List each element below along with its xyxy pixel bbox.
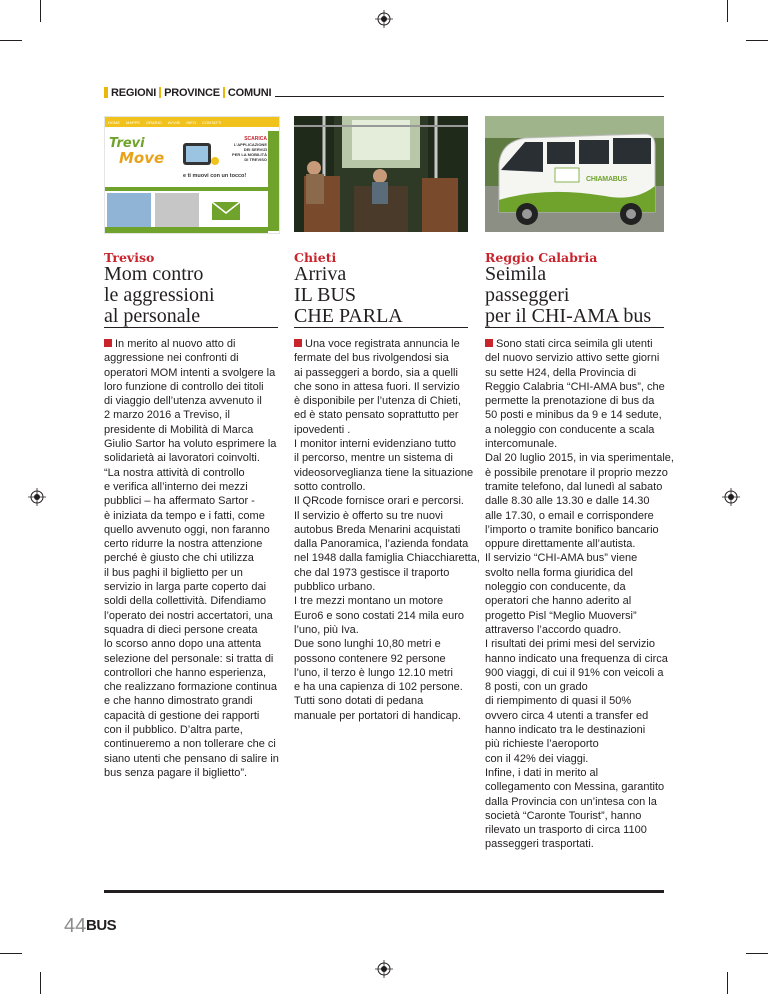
article-line [294, 652, 480, 666]
article-line [485, 437, 674, 451]
promo-line: DEI SERVIZI [243, 147, 267, 152]
promo-line: SCARICA [244, 136, 267, 142]
article-line-text: permette la prenotazione di bus da [485, 395, 655, 408]
promo-line: PER LA MOBILITÀ [232, 152, 267, 157]
article-line [485, 337, 674, 351]
article-line-text: Giulio Sartor ha voluto esprimere la [104, 438, 277, 451]
article-line-text: hanno indicato una frequenza di circa [485, 652, 668, 665]
article-line [294, 609, 480, 623]
headline-line: IL BUS [294, 284, 357, 306]
article-line-text: l’operato dei nostri accertatori, una [104, 609, 273, 622]
article-line [104, 437, 279, 451]
article-line-text: dalle 8.30 alle 13.30 e dalle 14.30 [485, 495, 650, 508]
article-line-text: dalla Provincia con un’intesa con la [485, 795, 657, 808]
headline-line: Seimila [485, 263, 547, 285]
article-line [485, 509, 674, 523]
crop-mark [0, 40, 22, 41]
article-line [294, 380, 480, 394]
section-label-province: PROVINCE [164, 86, 220, 99]
article-line [485, 466, 674, 480]
article-line-text: sotto controllo. [294, 480, 366, 493]
article-line-text: dalla Panoramica, l’azienda fondata [294, 538, 469, 551]
article-line-text: possono contenere 92 persone [294, 652, 446, 665]
article-line-text: videosorveglianza tiene la situazione [294, 466, 474, 479]
article-line-text: 8 posti, con un grado [485, 681, 588, 694]
article-line-text: Il QRcode fornisce orari e percorsi. [294, 495, 464, 508]
article-line [104, 737, 279, 751]
article-line-text: l’uno, il terzo è lungo 12.10 metri [294, 666, 453, 679]
article-headline-treviso [104, 264, 215, 327]
article-line-text: il percorso, mentre un sistema di [294, 452, 453, 465]
article-line-text: controllori che hanno esperienza, [104, 666, 267, 679]
article-line-text: con il pubblico. D’altra parte, [104, 724, 243, 737]
logo-trevi: Trevi [109, 136, 145, 151]
article-line-text: Euro6 e sono costati 214 mila euro [294, 609, 464, 622]
article-line-text: 2 marzo 2016 a Treviso, il [104, 409, 230, 422]
article-line [294, 594, 480, 608]
article-city-reggio-calabria: Reggio Calabria [485, 250, 598, 265]
article-line-text: Tutti sono dotati di pedana [294, 695, 424, 708]
article-line-text: ed è stato pensato soprattutto per [294, 409, 459, 422]
article-line-text: autobus Breda Menarini acquistati [294, 523, 461, 536]
article-line-text: Sono stati circa seimila gli utenti [496, 338, 653, 350]
article-line [485, 809, 674, 823]
article-line-text: Il servizio “CHI-AMA bus” viene [485, 552, 638, 565]
article-line [104, 451, 279, 465]
crop-mark [746, 40, 768, 41]
article-line-text: intercomunale. [485, 438, 558, 451]
article-line [485, 580, 674, 594]
article-line [104, 423, 279, 437]
article-line-text: capacità di gestione dei rapporti [104, 709, 260, 722]
article-line [104, 394, 279, 408]
article-line [294, 509, 480, 523]
article-body-treviso [104, 337, 279, 780]
article-line-text: noleggio con conducente, da [485, 581, 626, 594]
magazine-brand: BUS [86, 917, 117, 934]
article-line-text: del nuovo servizio attivo sette giorni [485, 352, 660, 365]
article-headline-reggio-calabria [485, 264, 651, 327]
article-line [104, 694, 279, 708]
article-line [104, 723, 279, 737]
headline-line: CHE PARLA [294, 305, 403, 327]
section-label [104, 86, 275, 99]
article-line-text: è disponibile per l’utenza di Chieti, [294, 395, 461, 408]
article-line [104, 337, 279, 351]
article-line [104, 566, 279, 580]
article-line-text: squadra di dieci persone creata [104, 623, 258, 636]
article-line [104, 766, 279, 780]
website-tile [107, 193, 151, 227]
article-line-text: società “Caronte Tourist”, hanno [485, 809, 642, 822]
article-line-text: Due sono lunghi 10,80 metri e [294, 638, 441, 651]
article-line-text: 900 viaggi, di cui il 91% con veicoli a [485, 666, 664, 679]
website-nav-item: AVVISI [167, 119, 181, 125]
article-line [485, 566, 674, 580]
website-side-panel [268, 131, 279, 231]
article-line-text: presidente di Mobilità di Marca [104, 423, 254, 436]
website-promo-text [217, 137, 267, 162]
article-line-text: soldi della collettività. Difendiamo [104, 595, 267, 608]
article-line [294, 580, 480, 594]
article-line [294, 337, 480, 351]
article-line-text: loro funzione di controllo dei titoli [104, 380, 264, 393]
promo-line: DI TREVISO [244, 157, 267, 162]
section-label-separator [223, 87, 225, 98]
article-line-text: selezione del personale: si tratta di [104, 652, 274, 665]
article-line-text: quello avvenuto oggi, non faranno [104, 523, 270, 536]
article-line-text: di riempimento di quasi il 50% [485, 695, 632, 708]
article-line-text: solidarietà ai lavoratori coinvolti. [104, 452, 260, 465]
bus-sign: CHIAMABUS [586, 176, 627, 183]
article-line-text: e ha una capienza di 102 persone. [294, 681, 463, 694]
article-line-text: su sette H24, della Provincia di [485, 366, 637, 379]
crop-mark [40, 972, 41, 994]
article-line [485, 752, 674, 766]
article-line [294, 694, 480, 708]
crop-mark [727, 972, 728, 994]
website-nav-item: ORARIO [146, 119, 162, 125]
article-line [104, 408, 279, 422]
mail-icon [211, 201, 241, 221]
article-line [294, 394, 480, 408]
article-line [104, 666, 279, 680]
article-line-text: operatori MOM intenti a svolgere la [104, 366, 276, 379]
article-line [485, 451, 674, 465]
article-line-text: “La nostra attività di controllo [104, 466, 245, 479]
article-line [104, 480, 279, 494]
article-line [485, 780, 674, 794]
headline-line: al personale [104, 305, 201, 327]
article-line-text: siano utenti che pensano di salire in [104, 752, 279, 765]
article-line [104, 351, 279, 365]
article-line-text: attraverso l’accordo quadro. [485, 623, 622, 636]
article-line-text: che realizzano formazione continua [104, 681, 278, 694]
article-line-text: Dal 20 luglio 2015, in via sperimentale, [485, 452, 674, 465]
article-line [294, 680, 480, 694]
article-line [485, 494, 674, 508]
article-line-text: è possibile prenotare il proprio mezzo [485, 466, 668, 479]
registration-mark-icon [722, 488, 740, 506]
article-line [104, 380, 279, 394]
article-line [485, 795, 674, 809]
article-line [485, 423, 674, 437]
article-line-text: certo ridurre la nostra attenzione [104, 538, 263, 551]
article-line-text: l’importo o tramite bonifico bancario [485, 523, 659, 536]
article-line-text: tramite telefono, dal lunedì al sabato [485, 480, 663, 493]
headline-line: Arriva [294, 263, 347, 285]
website-nav-item: INFO [186, 119, 196, 125]
article-line [485, 837, 674, 851]
article-line [485, 537, 674, 551]
page-number: 44 [64, 915, 87, 937]
article-line [485, 380, 674, 394]
article-line [294, 637, 480, 651]
article-line-text: e verifica all’interno dei mezzi [104, 480, 248, 493]
website-nav-item: MAPPE [126, 119, 141, 125]
crop-mark [727, 0, 728, 22]
article-line [294, 494, 480, 508]
crop-mark [0, 953, 22, 954]
article-line-text: Infine, i dati in merito al [485, 766, 599, 779]
article-line [294, 451, 480, 465]
article-line [485, 666, 674, 680]
article-headline-chieti [294, 264, 403, 327]
article-line [294, 623, 480, 637]
article-line-text: ai passeggeri a bordo, sia a quelli [294, 366, 458, 379]
article-line [485, 723, 674, 737]
headline-line: le aggressioni [104, 284, 215, 306]
website-nav-item: CONTATTI [201, 119, 222, 125]
headline-line: passeggeri [485, 284, 570, 306]
headline-rule [104, 327, 278, 328]
article-line-text: I tre mezzi montano un motore [294, 595, 444, 608]
website-tiles-bar [105, 187, 268, 191]
photo-bus-interior [294, 116, 468, 232]
article-line [485, 737, 674, 751]
article-line-text: che dal 1973 gestisce il traporto [294, 566, 450, 579]
article-line-text: di viaggio dell’utenza avvenuto il [104, 395, 262, 408]
article-line [294, 551, 480, 565]
article-line [485, 766, 674, 780]
headline-line: per il CHI-AMA bus [485, 305, 652, 327]
headline-line: Mom contro [104, 263, 204, 285]
article-city-chieti: Chieti [294, 250, 337, 265]
article-line [485, 551, 674, 565]
website-nav-bar [105, 117, 280, 127]
minibus-illustration [485, 116, 664, 232]
article-line [294, 523, 480, 537]
section-label-regioni: REGIONI [111, 86, 157, 99]
article-line-text: Reggio Calabria “CHI-AMA bus”, che [485, 380, 665, 393]
article-line [485, 609, 674, 623]
article-line-text: In merito al nuovo atto di [115, 338, 236, 350]
registration-mark-icon [28, 488, 46, 506]
article-line-text: pubblici – ha affermato Sartor - [104, 495, 255, 508]
section-label-comuni: COMUNI [227, 86, 272, 99]
article-line [294, 566, 480, 580]
footer-rule [104, 890, 664, 893]
article-line [485, 594, 674, 608]
crop-mark [746, 953, 768, 954]
article-line [104, 637, 279, 651]
article-line-text: oppure direttamente all’autista. [485, 538, 636, 551]
article-line [104, 523, 279, 537]
article-line [485, 637, 674, 651]
website-tagline: e ti muovi con un tocco! [183, 173, 247, 179]
crop-mark [40, 0, 41, 22]
article-line [104, 366, 279, 380]
bus-interior-illustration [294, 116, 468, 232]
article-line [294, 423, 480, 437]
article-line-text: più richieste l’aeroporto [485, 738, 599, 751]
article-line [104, 609, 279, 623]
website-logo [109, 137, 164, 165]
headline-rule [485, 327, 664, 328]
article-line [104, 709, 279, 723]
article-line [485, 408, 674, 422]
article-line [294, 351, 480, 365]
article-line [485, 523, 674, 537]
article-line-text: 50 posti e minibus da 9 e 14 sedute, [485, 409, 662, 422]
article-line-text: ovvero circa 4 utenti a transfer ed [485, 709, 649, 722]
article-line [485, 351, 674, 365]
article-body-chieti [294, 337, 480, 723]
article-line-text: hanno indicato tra le destinazioni [485, 724, 646, 737]
article-line [294, 437, 480, 451]
article-line-text: l’uno, più Iva. [294, 623, 359, 636]
registration-mark-icon [375, 10, 393, 28]
article-line [485, 709, 674, 723]
article-line [104, 752, 279, 766]
website-footer-bar [105, 227, 268, 233]
article-line [485, 366, 674, 380]
article-line [104, 680, 279, 694]
paragraph-marker-icon [104, 339, 112, 347]
article-line [294, 366, 480, 380]
article-line-text: progetto Pisl “Meglio Muoversi” [485, 609, 637, 622]
article-line-text: continueremo a non tollerare che ci [104, 738, 276, 751]
logo-move: Move [119, 149, 165, 167]
article-line [104, 509, 279, 523]
article-line [485, 480, 674, 494]
article-line-text: ipovedenti . [294, 423, 351, 436]
article-line-text: nel 1948 dalla famiglia Chiacchiaretta, [294, 552, 480, 565]
section-label-marker [104, 87, 108, 98]
article-line [485, 823, 674, 837]
article-line-text: I risultati dei primi mesi del servizio [485, 638, 655, 651]
article-line [104, 551, 279, 565]
article-line-text: a noleggio con conducente a scala [485, 423, 655, 436]
article-line-text: Una voce registrata annuncia le [305, 338, 460, 350]
article-line-text: il bus paghi il biglietto per un [104, 566, 243, 579]
article-line-text: servizio in larga parte coperto dai [104, 581, 267, 594]
photo-chiama-minibus [485, 116, 664, 232]
registration-mark-icon [375, 960, 393, 978]
article-line [104, 537, 279, 551]
article-line-text: aggressione nei confronti di [104, 352, 239, 365]
article-line [294, 480, 480, 494]
article-line [294, 408, 480, 422]
article-line-text: pubblico urbano. [294, 581, 376, 594]
website-nav-item: HOME [108, 119, 120, 125]
article-line-text: è iniziata da tempo e i fatti, come [104, 509, 265, 522]
article-line-text: manuale per portatori di handicap. [294, 709, 461, 722]
article-line-text: e che hanno dimostrato grandi [104, 695, 253, 708]
article-line [294, 466, 480, 480]
article-line [485, 652, 674, 666]
article-line [294, 666, 480, 680]
article-line [485, 623, 674, 637]
article-line-text: operatori che hanno aderito al [485, 595, 632, 608]
article-line [104, 623, 279, 637]
article-line [294, 709, 480, 723]
photo-trevimove-website [104, 116, 280, 234]
article-line-text: fermate del bus rivolgendosi sia [294, 352, 449, 365]
article-city-treviso: Treviso [104, 250, 155, 265]
article-body-reggio-calabria [485, 337, 674, 852]
article-line-text: bus senza pagare il biglietto”. [104, 766, 248, 779]
article-line [485, 680, 674, 694]
article-line [104, 594, 279, 608]
article-line-text: passeggeri trasportati. [485, 838, 594, 851]
paragraph-marker-icon [485, 339, 493, 347]
article-line-text: Il servizio è offerto su tre nuovi [294, 509, 443, 522]
article-line-text: lo scorso anno dopo una attenta [104, 638, 262, 651]
article-line [294, 537, 480, 551]
article-line-text: perché è giusto che chi utilizza [104, 552, 254, 565]
article-line-text: I monitor interni evidenziano tutto [294, 438, 457, 451]
article-line [104, 652, 279, 666]
smartphone-icon [179, 141, 219, 171]
paragraph-marker-icon [294, 339, 302, 347]
article-line-text: svolto nella forma giuridica del [485, 566, 633, 579]
article-line [104, 494, 279, 508]
section-label-separator [159, 87, 161, 98]
article-line-text: che sono in attesa fuori. Il servizio [294, 380, 460, 393]
article-line-text: rilevato un trasporto di circa 1100 [485, 824, 647, 837]
website-tile [155, 193, 199, 227]
article-line [485, 394, 674, 408]
article-line-text: con il 42% dei viaggi. [485, 752, 589, 765]
article-line [104, 580, 279, 594]
article-line [485, 694, 674, 708]
article-line [104, 466, 279, 480]
headline-rule [294, 327, 468, 328]
promo-line: L'APPLICAZIONE [233, 142, 267, 147]
article-line-text: alle 17.30, o email e corrispondere [485, 509, 654, 522]
article-line-text: collegamento con Messina, garantito [485, 781, 665, 794]
